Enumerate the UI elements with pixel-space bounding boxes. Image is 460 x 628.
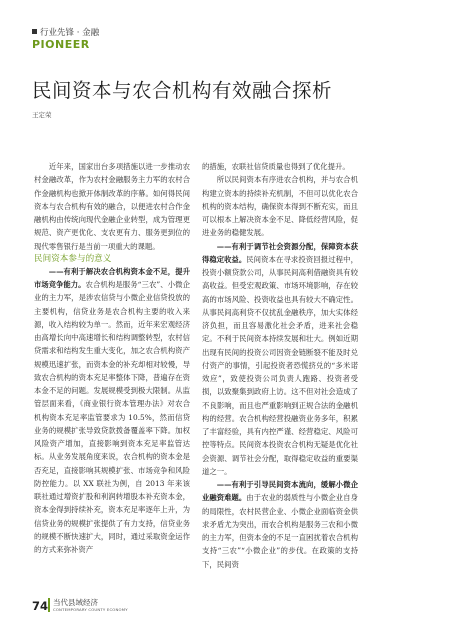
section-subtitle: PIONEER — [32, 38, 90, 51]
paragraph-body: 民间资本在寻求投资回报过程中，投资小额贷款公司，从事民间高利借融资具有较高收益。但受宏观政策、市场环境影响，存在较高的市场风险、投资收益也具有较大不确定性。从事民间高利贷不仅扰乱金融秩序，加大实体经济负担，而且容易激化社会矛盾，进来社会稳定。不利于民间资本持续发展和壮大。例如近期出现有民间的投资公司因资金链断裂不能及时兑付资产的事情，引起投资者恐慌挤兑的“多米诺效应”，致使投资公司负责人跑路、投资者受损，以致聚集到政府上访。这不但对社会造成了不良影响，而且也严重影响到正规合法的金融机构的经营。农合机构经营投融资业务多年，积累了丰富经验，具有内控严谨、经营稳定、风险可控等特点。民间资本投资农合机构无疑是优化社会资源、调节社会分配，取得稳定收益的重要渠道之一。 — [202, 254, 358, 476]
footer-divider — [48, 598, 50, 612]
page-number: 74 — [32, 599, 49, 613]
article-title: 民间资本与农合机构有效融合探析 — [32, 79, 333, 102]
magazine-subtitle: CONTEMPORARY COUNTY ECONOMY — [53, 607, 128, 612]
left-column — [34, 160, 190, 556]
article-author: 王定荣 — [32, 111, 52, 119]
section-heading: 民间资本参与的意义 — [34, 253, 112, 264]
section-breadcrumb: 行业先锋 · 金融 — [40, 28, 100, 38]
paragraph — [202, 478, 358, 571]
magazine-name: 当代县域经济 — [53, 598, 98, 607]
paragraph: 所以民间资本有序进农合机构，并与农合机构建立资本的持续补充机制，不但可以优化农合机构的资本结构，确保资本得到不断充实，而且可以根本上解决资本金不足、降低经营风险，促进业务的稳健发展。 — [202, 175, 358, 238]
paragraph — [34, 265, 190, 557]
intro-paragraph: 近年来，国家出台多项措施以进一步推动农村金融改革，作为农村金融服务主力军的农村合作金融机构也掀开体制改革的序幕。如何得民间资本与农合机构有效的融合，以便进农村合作金融机构由传统向现代金融企业转型，成为管理更规范、资产更优化、支农更有力、服务更到位的现代零售银行是当前一项重大的课题。 — [34, 162, 190, 251]
paragraph-body: 农合机构是服务“三农”、小微企业的主力军，是涉农信贷与小微企业信贷投放的主要机构，信贷业务是农合机构主要的收入来源，收入结构较为单一。然而，近年来宏观经济由高增长向中高速增长和结构调整转型，农村信贷需求和结构发生重大变化，加之农合机构资产规模迅速扩张，而资本金的补充却相对较慢，导致农合机构的资本充足率整体下降，普遍存在资本金不足的问题。发展规模受到极大限制。从监管层面来看，《商业银行资本管理办法》对农合机构资本充足率监管要求为 10.5%，然而信贷业务的规模扩张导致贷款拨备覆盖率下降。加权风险资产增加，直接影响到资本充足率监管达标。从业务发展角度来说，农合机构的资本金是否充足，直接影响其规模扩张、市场竞争和风险防控能力。以 XX 联社为例，自 2013 年来该联社通过增资扩股和利润转增股本补充资本金，资本金得到持续补充，资本充足率逐年上升，为信贷业务的规模扩张提供了有力支持，信贷业务的规模不断快速扩大，同时，通过采取资金运作的方式来弥补资产 — [34, 280, 191, 554]
section-header — [32, 28, 99, 51]
subheading: ——有利于调节社会资源分配，保障资本获得稳定收益。 — [202, 241, 358, 264]
right-column — [202, 160, 358, 571]
continued-paragraph: 的措施，农联社信贷质量也得到了优化提升。 — [202, 162, 350, 171]
paragraph — [202, 240, 358, 479]
paragraph-body: 由于农业的弱质性与小微企业自身的局限性，农村民营企业、小微企业面临资金供求矛盾尤为突出，而农合机构是服务三农和小微的主力军，但资本金的不足一直困扰着农合机构支持“三农”“小微企业”的步伐。在政策的支持下，民间资 — [202, 493, 358, 569]
subheading: ——有利于引导民间资本流向，缓解小微企业融资难题。 — [202, 480, 358, 503]
square-bullet-icon — [32, 29, 37, 34]
subheading: ——有利于解决农合机构资本金不足，提升市场竞争能力。 — [34, 266, 190, 289]
